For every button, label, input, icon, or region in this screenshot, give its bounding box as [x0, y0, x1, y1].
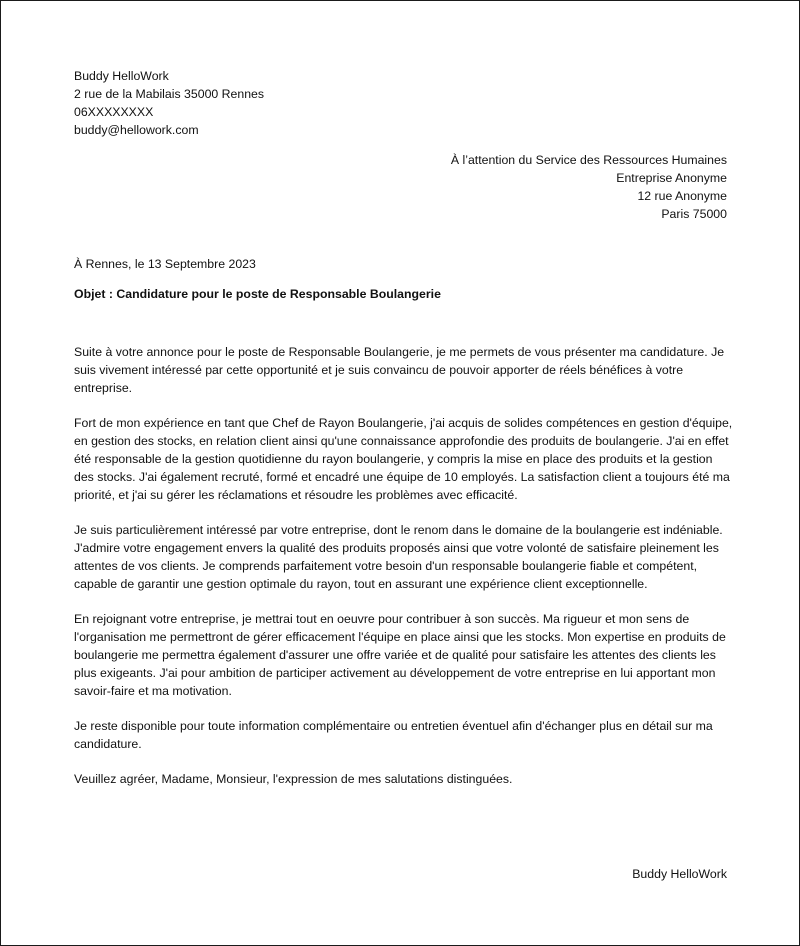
sender-address: 2 rue de la Mabilais 35000 Rennes — [74, 87, 265, 101]
body-paragraph: Je reste disponible pour toute information complémentaire ou entretien éventuel afin d'échanger plus en détail sur ma candidature. — [74, 719, 713, 751]
body-paragraph: Fort de mon expérience en tant que Chef de Rayon Boulangerie, j'ai acquis de solides compétences en gestion d'équipe, en gestion des stocks, en relation client ainsi qu'une connaissance approfondie des produits de boulangerie. J'ai en effet été responsable de la gestion quotidienne du rayon boulangerie, y compris la mise en place des produits et la gestion des stocks. J'ai également recruté, formé et encadré une équipe de 10 employés. La satisfaction client a toujours été ma priorité, et j'ai su gérer les réclamations et résoudre les problèmes avec efficacité. — [74, 416, 733, 502]
sender-block — [74, 67, 474, 139]
signature: Buddy HelloWork — [632, 867, 727, 881]
letter-date: À Rennes, le 13 Septembre 2023 — [74, 257, 256, 271]
sender-phone: 06XXXXXXXX — [74, 105, 154, 119]
letter-subject: Objet : Candidature pour le poste de Responsable Boulangerie — [74, 287, 441, 301]
recipient-attention: À l’attention du Service des Ressources Humaines — [450, 153, 727, 167]
closing-formula: Veuillez agréer, Madame, Monsieur, l'expression de mes salutations distinguées. — [74, 772, 513, 786]
body-paragraph: Je suis particulièrement intéressé par votre entreprise, dont le renom dans le domaine de la boulangerie est indéniable. J'admire votre engagement envers la qualité des produits proposés ainsi que votre volonté de satisfaire pleinement les attentes de vos clients. Je comprends parfaitement votre besoin d'un responsable boulangerie fiable et compétent, capable de garantir une gestion optimale du rayon, tout en assurant une expérience client exceptionnelle. — [74, 523, 723, 591]
sender-email: buddy@hellowork.com — [74, 123, 199, 137]
sender-name: Buddy HelloWork — [74, 69, 169, 83]
recipient-block — [307, 151, 727, 223]
recipient-company: Entreprise Anonyme — [616, 171, 727, 185]
recipient-city: Paris 75000 — [661, 207, 727, 221]
letter-body — [74, 343, 734, 805]
recipient-street: 12 rue Anonyme — [637, 189, 727, 203]
body-paragraph: En rejoignant votre entreprise, je mettrai tout en oeuvre pour contribuer à son succès. Ma rigueur et mon sens de l'organisation me permettront de gérer efficacement l'équipe en place ainsi que les stocks. Mon expertise en produits de boulangerie me permettra également d'assurer une offre variée et de qualité pour satisfaire les attentes des clients les plus exigeants. J'ai pour ambition de participer activement au développement de votre entreprise en lui apportant mon savoir-faire et ma motivation. — [74, 612, 726, 698]
body-paragraph: Suite à votre annonce pour le poste de Responsable Boulangerie, je me permets de vous présenter ma candidature. Je suis vivement intéressé par cette opportunité et je suis convaincu de pouvoir apporter de réels bénéfices à votre entreprise. — [74, 345, 725, 395]
